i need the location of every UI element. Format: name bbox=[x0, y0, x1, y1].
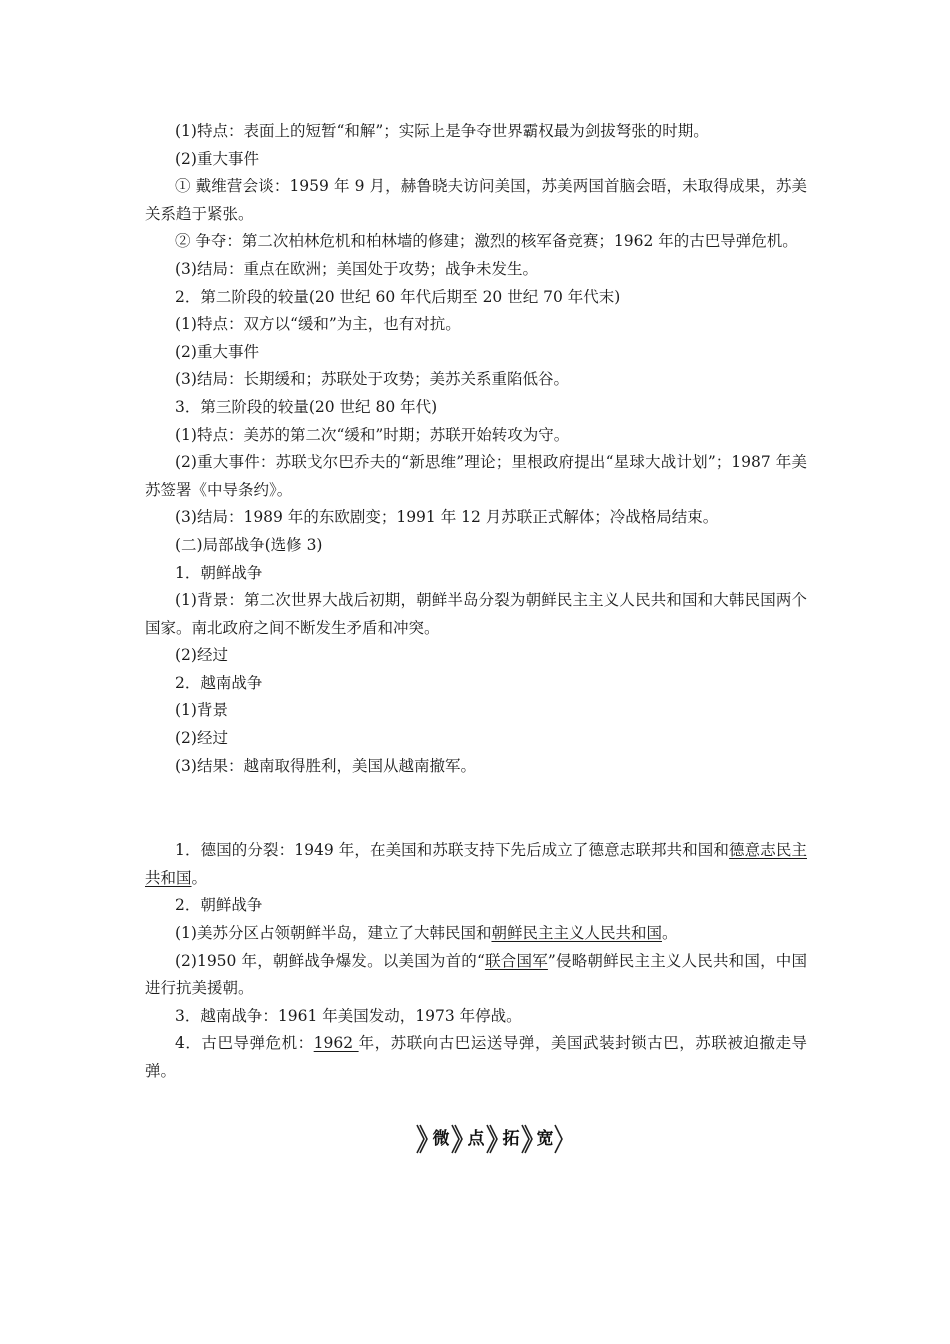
section-key-points bbox=[145, 837, 807, 1085]
text-line: (1)特点：美苏的第二次“缓和”时期；苏联开始转攻为守。 bbox=[175, 425, 570, 444]
text-paragraph bbox=[145, 948, 807, 1003]
text-span: 4．古巴导弹危机： bbox=[175, 1034, 314, 1053]
text-line: (3)结局：1989 年的东欧剧变；1991 年 12 月苏联正式解体；冷战格局结束。 bbox=[175, 508, 719, 527]
text-line: 2．越南战争 bbox=[175, 673, 263, 692]
document-body bbox=[145, 118, 807, 1086]
section-banner bbox=[414, 1122, 564, 1156]
text-line: 3．第三阶段的较量(20 世纪 80 年代) bbox=[175, 397, 438, 416]
text-line: (3)结局：长期缓和；苏联处于攻势；美苏关系重陷低谷。 bbox=[175, 370, 569, 389]
text-line: (1)特点：双方以“缓和”为主，也有对抗。 bbox=[175, 315, 461, 334]
text-line: 2．朝鲜战争 bbox=[175, 896, 263, 915]
banner-char: 点 bbox=[467, 1129, 485, 1149]
text-line: (1)特点：表面上的短暂“和解”；实际上是争夺世界霸权最为剑拔弩张的时期。 bbox=[175, 122, 709, 140]
text-span: 。 bbox=[661, 924, 678, 943]
text-paragraph: ① 戴维营会谈：1959 年 9 月，赫鲁晓夫访问美国，苏美两国首脑会晤，未取得成果，苏美关系趋于紧张。 bbox=[145, 177, 807, 223]
underlined-answer: 1962 bbox=[313, 1034, 359, 1053]
text-line: 2．第二阶段的较量(20 世纪 60 年代后期至 20 世纪 70 年代末) bbox=[175, 287, 621, 306]
text-paragraph bbox=[145, 837, 807, 892]
text-span: 。 bbox=[191, 868, 208, 887]
underlined-answer: 德意志民主共和国 bbox=[145, 841, 807, 887]
text-line: (3)结果：越南取得胜利，美国从越南撤军。 bbox=[175, 756, 476, 775]
text-paragraph: ② 争夺：第二次柏林危机和柏林墙的修建；激烈的核军备竞赛；1962 年的古巴导弹危机。 bbox=[175, 232, 798, 251]
text-line: (2)重大事件 bbox=[175, 149, 259, 168]
text-span: (1)美苏分区占领朝鲜半岛，建立了大韩民国和 bbox=[175, 924, 492, 943]
text-line: (2)重大事件 bbox=[175, 342, 259, 361]
text-line: 1．朝鲜战争 bbox=[175, 563, 263, 582]
section-cold-war-stages bbox=[145, 118, 807, 780]
underlined-answer: 朝鲜民主主义人民共和国 bbox=[491, 924, 662, 943]
text-line: (1)背景 bbox=[175, 701, 228, 720]
underlined-answer: 联合国军 bbox=[484, 951, 548, 970]
text-line: (3)结局：重点在欧洲；美国处于攻势；战争未发生。 bbox=[175, 259, 538, 278]
text-paragraph: (1)背景：第二次世界大战后初期，朝鲜半岛分裂为朝鲜民主主义人民共和国和大韩民国两个国家。南北政府之间不断发生矛盾和冲突。 bbox=[145, 591, 807, 637]
text-span: (2)1950 年，朝鲜战争爆发。以美国为首的“ bbox=[175, 951, 485, 970]
banner-char: 宽 bbox=[536, 1129, 554, 1149]
text-line: (2)经过 bbox=[175, 646, 228, 665]
text-paragraph bbox=[145, 920, 807, 948]
section-gap bbox=[145, 780, 807, 837]
text-paragraph: (2)重大事件：苏联戈尔巴乔夫的“新思维”理论；里根政府提出“星球大战计划”；1987 年美苏签署《中导条约》。 bbox=[145, 453, 807, 499]
text-line: (二)局部战争(选修 3) bbox=[175, 535, 323, 554]
text-line: 3．越南战争：1961 年美国发动，1973 年停战。 bbox=[175, 1006, 522, 1025]
text-line: (2)经过 bbox=[175, 729, 228, 748]
banner-char: 拓 bbox=[502, 1129, 520, 1149]
text-paragraph bbox=[145, 1030, 807, 1085]
text-span: ”侵略朝鲜民主主义人民共和国，中国进行抗美援朝。 bbox=[145, 951, 807, 998]
text-span: 年，苏联向古巴运送导弹，美国武装封锁古巴，苏联被迫撤走导弹。 bbox=[145, 1034, 807, 1080]
banner-char: 微 bbox=[432, 1129, 450, 1149]
text-span: 1．德国的分裂：1949 年，在美国和苏联支持下先后成立了德意志联邦共和国和 bbox=[175, 841, 730, 860]
